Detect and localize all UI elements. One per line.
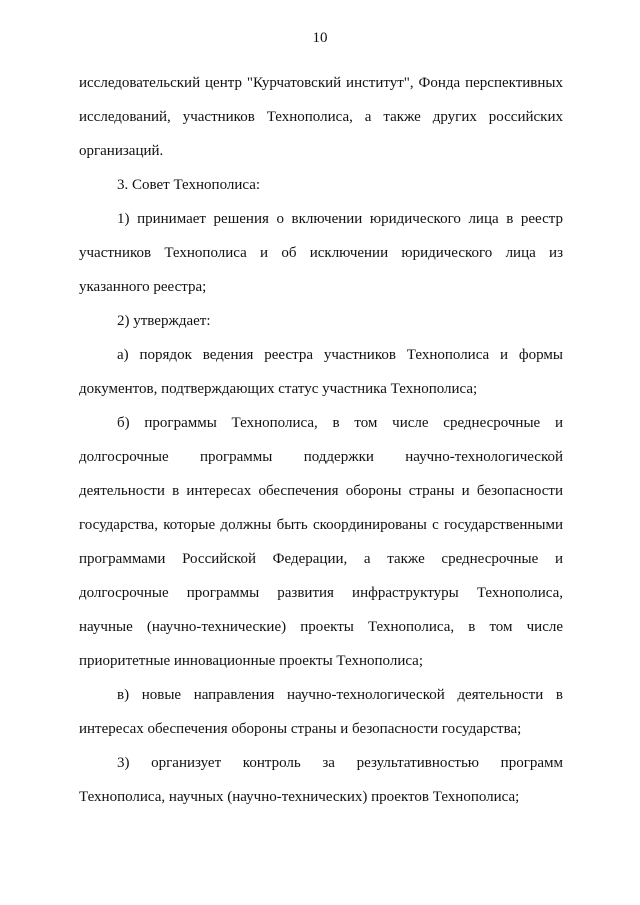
paragraph-item-2c: в) новые направления научно-технологической деятельности в интересах обеспечения обороны страны и безопасности государства;: [79, 687, 563, 737]
paragraph-item-2a: а) порядок ведения реестра участников Технополиса и формы документов, подтверждающих статус участника Технополиса;: [79, 347, 563, 397]
page-number: 10: [312, 30, 328, 46]
paragraph-continuation: исследовательский центр "Курчатовский институт", Фонда перспективных исследований, участников Технополиса, а также других российских организаций.: [79, 75, 563, 159]
paragraph-section-3: 3. Совет Технополиса:: [117, 177, 261, 193]
document-body: [79, 66, 563, 814]
paragraph-item-2: 2) утверждает:: [117, 313, 211, 329]
paragraph-item-3: 3) организует контроль за результативностью программ Технополиса, научных (научно-технических) проектов Технополиса;: [79, 755, 563, 805]
paragraph-item-2b: б) программы Технополиса, в том числе среднесрочные и долгосрочные программы поддержки научно-технологической деятельности в интересах обеспечения обороны страны и безопасности государства, которые должны быть скоординированы с государственными программами Российской Федерации, а также среднесрочные и долгосрочные программы развития инфраструктуры Технополиса, научные (научно-технические) проекты Технополиса, в том числе приоритетные инновационные проекты Технополиса;: [79, 415, 563, 669]
paragraph-item-1: 1) принимает решения о включении юридического лица в реестр участников Технополиса и об исключении юридического лица из указанного реестра;: [79, 211, 563, 295]
